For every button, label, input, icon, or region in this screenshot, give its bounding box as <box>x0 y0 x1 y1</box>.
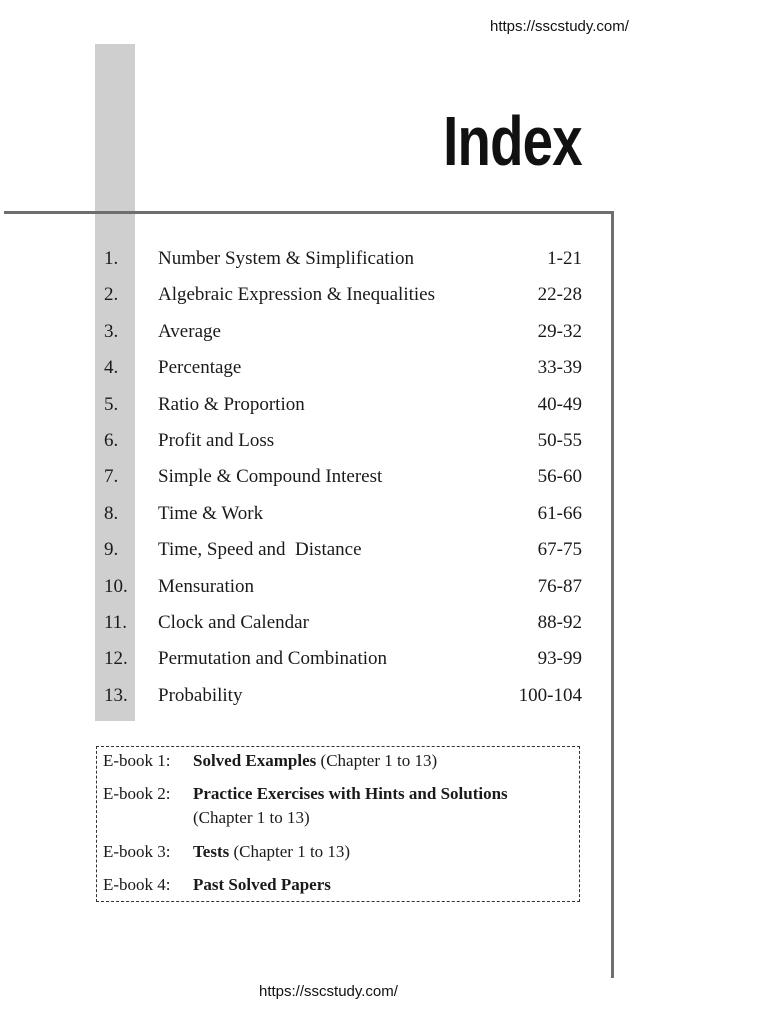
toc-chapter-title: Permutation and Combination <box>158 648 388 670</box>
toc-row <box>104 464 582 500</box>
toc-chapter-title: Time, Speed and Distance <box>158 539 362 561</box>
toc-row <box>104 610 582 646</box>
ebook-note: (Chapter 1 to 13) <box>316 751 438 770</box>
toc-number: 3. <box>104 320 119 342</box>
ebook-label: E-book 3: <box>103 842 171 861</box>
toc-page-range: 33-39 <box>537 357 582 379</box>
toc-page-range: 100-104 <box>518 684 582 706</box>
toc-number: 8. <box>104 502 119 524</box>
toc-page-range: 76-87 <box>537 575 582 597</box>
vertical-rule <box>611 211 614 978</box>
toc-number: 11. <box>104 611 128 633</box>
toc-number: 10. <box>104 575 128 597</box>
toc-page-range: 40-49 <box>537 393 582 415</box>
toc-chapter-title: Ratio & Proportion <box>158 393 305 415</box>
toc-chapter-title: Probability <box>158 684 243 706</box>
toc-number: 13. <box>104 684 128 706</box>
toc-row <box>104 574 582 610</box>
toc-number: 2. <box>104 284 119 306</box>
ebook-title: Past Solved Papers <box>193 875 331 894</box>
toc-row <box>104 646 582 682</box>
toc-chapter-title: Number System & Simplification <box>158 248 414 269</box>
toc-number: 9. <box>104 539 119 561</box>
header-url[interactable]: https://sscstudy.com/ <box>490 18 629 35</box>
toc-chapter-title: Average <box>158 320 221 342</box>
toc-chapter-title: Profit and Loss <box>158 429 275 451</box>
ebook-title: Tests <box>193 842 230 861</box>
horizontal-rule <box>4 211 614 214</box>
toc-chapter-title: Time & Work <box>158 502 264 524</box>
toc-chapter-title: Clock and Calendar <box>158 611 309 633</box>
toc-page-range: 56-60 <box>537 466 582 488</box>
toc-page-range: 93-99 <box>537 648 582 670</box>
toc-row <box>104 537 582 573</box>
ebook-description <box>193 784 508 804</box>
ebooks-box <box>96 746 580 902</box>
toc-page-range: 1-21 <box>547 248 582 269</box>
toc-row <box>104 683 582 719</box>
ebook-label: E-book 2: <box>103 784 171 803</box>
ebook-description <box>193 875 331 895</box>
page-title: Index <box>443 102 582 180</box>
toc-row <box>104 355 582 391</box>
toc-chapter-title: Simple & Compound Interest <box>158 466 383 488</box>
toc-page-range: 50-55 <box>537 429 582 451</box>
toc-page-range: 61-66 <box>537 502 582 524</box>
table-of-contents <box>104 246 582 719</box>
toc-number: 12. <box>104 648 128 670</box>
toc-number: 7. <box>104 466 119 488</box>
ebook-note: (Chapter 1 to 13) <box>193 808 310 827</box>
toc-page-range: 29-32 <box>537 320 582 342</box>
ebook-note: (Chapter 1 to 13) <box>229 842 351 861</box>
toc-chapter-title: Algebraic Expression & Inequalities <box>158 284 436 306</box>
toc-row <box>104 392 582 428</box>
ebook-label: E-book 1: <box>103 751 171 770</box>
toc-row <box>104 282 582 318</box>
footer-url[interactable]: https://sscstudy.com/ <box>259 983 398 1000</box>
toc-page-range: 88-92 <box>537 611 582 633</box>
toc-page-range: 22-28 <box>537 284 582 306</box>
toc-page-range: 67-75 <box>537 539 582 561</box>
toc-number: 4. <box>104 357 119 379</box>
ebook-description <box>193 751 437 771</box>
toc-chapter-title: Mensuration <box>158 575 255 597</box>
toc-row <box>104 428 582 464</box>
toc-row <box>104 319 582 355</box>
toc-row <box>104 501 582 537</box>
ebook-title: Practice Exercises with Hints and Solutions <box>193 784 508 803</box>
ebook-label: E-book 4: <box>103 875 171 894</box>
toc-row <box>104 246 582 282</box>
ebook-title: Solved Examples <box>193 751 317 770</box>
ebook-description <box>193 842 350 862</box>
toc-number: 5. <box>104 393 119 415</box>
toc-chapter-title: Percentage <box>158 357 242 379</box>
toc-number: 1. <box>104 248 119 269</box>
toc-number: 6. <box>104 429 119 451</box>
